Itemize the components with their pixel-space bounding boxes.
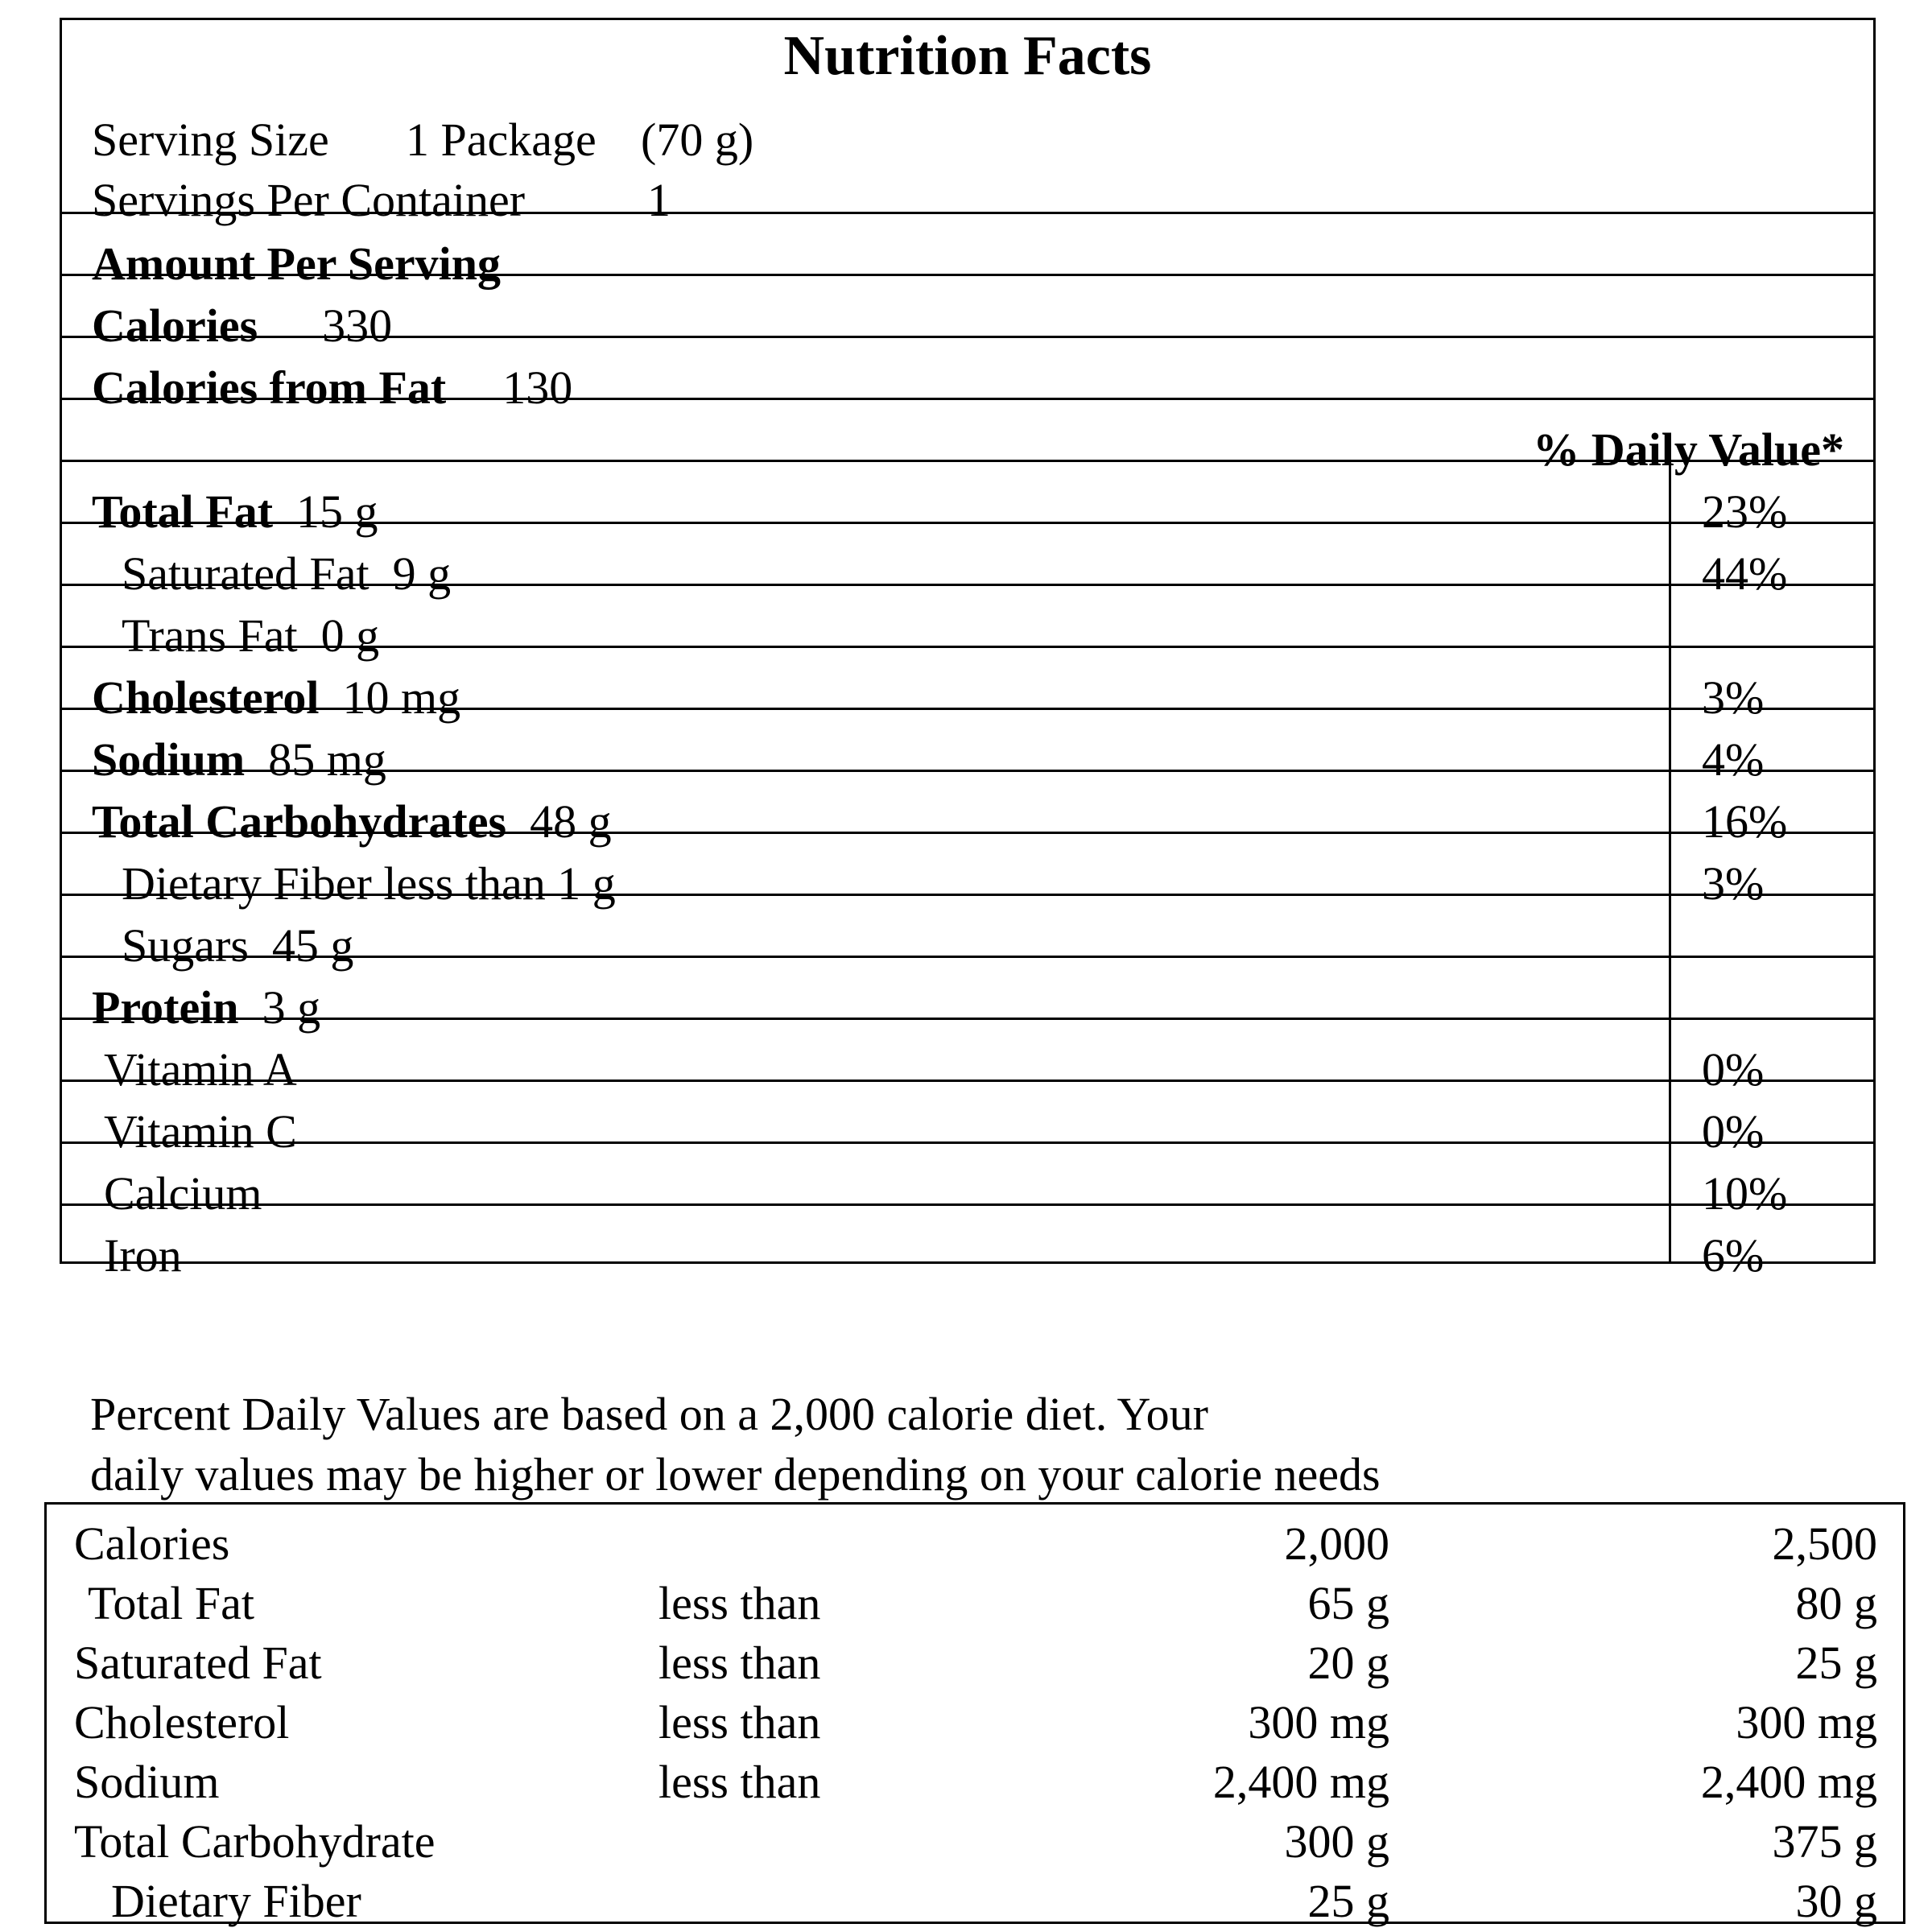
ref-label: Calories [74,1517,230,1570]
divider [62,1141,1873,1144]
calories-from-fat-label: Calories from Fat [92,361,447,414]
nutrient-amount: 9 g [392,547,452,600]
nutrient-label: Protein [92,981,239,1034]
ref-value-2500: 375 g [1772,1815,1877,1868]
ref-value-2000: 2,400 mg [1212,1756,1389,1808]
nutrient-label: Iron [104,1229,182,1282]
nutrient-label: Dietary Fiber less than 1 g [122,857,616,910]
divider [62,1080,1873,1082]
ref-qualifier: less than [658,1577,821,1629]
nutrient-amount: 48 g [530,795,612,848]
nutrient-amount: 0 g [320,609,380,662]
dv-saturated-fat: 44% [1702,547,1788,600]
nutrient-row-sugars [122,919,354,972]
nutrient-row-total-carbohydrates [92,795,612,848]
ref-value-2500: 30 g [1795,1875,1877,1927]
ref-qualifier: less than [658,1756,821,1808]
nutrient-row-iron [104,1229,182,1282]
ref-label: Dietary Fiber [111,1875,361,1927]
dv-dietary-fiber: 3% [1702,857,1765,910]
nutrient-row-total-fat [92,485,378,538]
calories-value: 330 [322,299,393,352]
nutrient-amount: 10 mg [342,671,461,724]
serving-size-label: Serving Size [92,114,329,166]
serving-size-grams: (70 g) [641,114,754,166]
divider [62,584,1873,586]
nutrient-row-trans-fat [122,609,380,662]
calories-from-fat-row [92,361,573,414]
serving-size-value: 1 Package [406,114,597,166]
nutrient-row-sodium [92,733,386,786]
panel-title: Nutrition Facts [783,25,1152,87]
divider [62,832,1873,834]
ref-value-2000: 300 g [1284,1815,1389,1868]
divider [62,708,1873,710]
calories-from-fat-value: 130 [502,361,573,414]
divider [62,460,1873,462]
ref-value-2500: 2,500 [1772,1517,1877,1570]
divider [62,274,1873,276]
ref-value-2500: 25 g [1795,1637,1877,1689]
daily-value-header: % Daily Value* [1533,423,1844,476]
nutrient-label: Vitamin C [104,1105,297,1158]
ref-qualifier: less than [658,1696,821,1748]
divider [62,212,1873,214]
nutrient-amount: 15 g [296,485,378,538]
nutrient-amount: 85 mg [268,733,386,786]
nutrient-label: Sodium [92,733,246,786]
footnote-line-1: Percent Daily Values are based on a 2,000 calorie diet. Your [90,1388,1208,1440]
ref-value-2000: 65 g [1307,1577,1389,1629]
ref-label: Cholesterol [74,1696,290,1748]
nutrient-row-calcium [104,1167,262,1220]
dv-cholesterol: 3% [1702,671,1765,724]
ref-label: Saturated Fat [74,1637,322,1689]
ref-qualifier: less than [658,1637,821,1689]
nutrient-label: Saturated Fat [122,547,369,600]
divider [62,522,1873,524]
nutrient-row-dietary-fiber [122,857,616,910]
dv-iron: 6% [1702,1229,1765,1282]
dv-calcium: 10% [1702,1167,1788,1220]
calories-row [92,299,393,352]
ref-value-2500: 2,400 mg [1700,1756,1877,1808]
amount-per-serving: Amount Per Serving [92,237,502,290]
nutrient-label: Trans Fat [122,609,298,662]
divider [62,956,1873,958]
footnote-line-2: daily values may be higher or lower depending on your calorie needs [90,1448,1381,1501]
divider [62,646,1873,648]
nutrient-label: Sugars [122,919,249,972]
nutrient-row-vitamin-a [104,1043,297,1096]
divider [62,1018,1873,1020]
divider [62,336,1873,338]
nutrient-label: Calcium [104,1167,262,1220]
nutrient-label: Total Carbohydrates [92,795,507,848]
dv-total-fat: 23% [1702,485,1788,538]
dv-vitamin-c: 0% [1702,1105,1765,1158]
ref-value-2000: 2,000 [1284,1517,1389,1570]
nutrient-row-protein [92,981,321,1034]
nutrition-facts-panel [60,18,1876,1282]
dv-total-carbohydrates: 16% [1702,795,1788,848]
nutrient-amount: 3 g [262,981,321,1034]
dv-vitamin-a: 0% [1702,1043,1765,1096]
ref-value-2500: 300 mg [1736,1696,1877,1748]
ref-label: Total Carbohydrate [74,1815,436,1868]
divider [62,770,1873,772]
ref-value-2000: 300 mg [1248,1696,1389,1748]
daily-values-reference-table [44,1502,1905,1927]
dv-sodium: 4% [1702,733,1765,786]
nutrient-amount: 45 g [271,919,354,972]
ref-label: Total Fat [88,1577,254,1629]
nutrient-label: Total Fat [92,485,274,538]
ref-value-2000: 20 g [1307,1637,1389,1689]
divider [62,1203,1873,1206]
servings-per-container-label: Servings Per Container [92,174,526,226]
nutrient-label: Vitamin A [104,1043,297,1096]
ref-value-2500: 80 g [1795,1577,1877,1629]
divider [62,398,1873,400]
divider [62,894,1873,896]
nutrient-row-cholesterol [92,671,461,724]
nutrient-label: Cholesterol [92,671,320,724]
nutrient-row-vitamin-c [104,1105,297,1158]
servings-per-container-value: 1 [647,174,671,226]
calories-label: Calories [92,299,258,352]
ref-label: Sodium [74,1756,220,1808]
nutrient-row-saturated-fat [122,547,452,600]
ref-value-2000: 25 g [1307,1875,1389,1927]
